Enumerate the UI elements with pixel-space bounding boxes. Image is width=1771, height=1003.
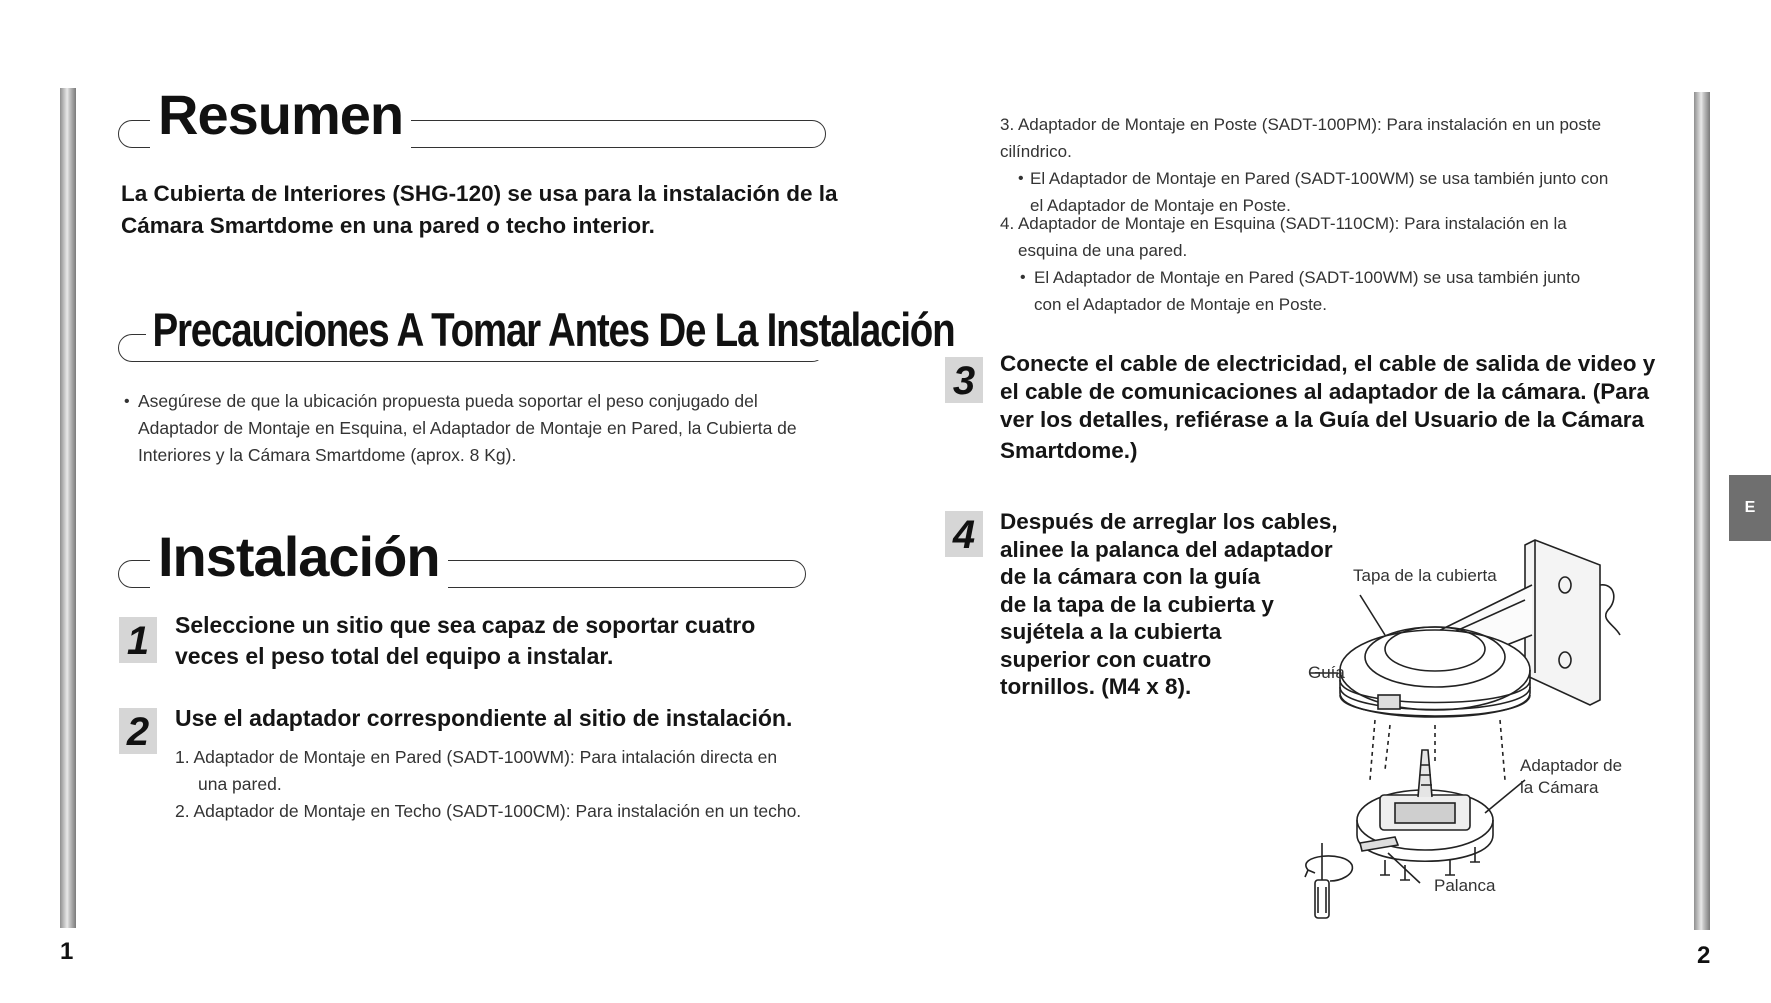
step-4-line4: de la tapa de la cubierta y xyxy=(1000,591,1274,617)
step-3-line1: Conecte el cable de electricidad, el cable de salida de video y xyxy=(1000,351,1656,376)
instalacion-heading: Instalación xyxy=(150,524,448,590)
step-4-line5: sujétela a la cubierta xyxy=(1000,619,1222,644)
label-adaptador-line1: Adaptador de xyxy=(1520,756,1623,775)
label-adaptador-camara xyxy=(1520,755,1622,799)
bullet-icon: • xyxy=(1018,170,1024,187)
item-4-bullet-line2: con el Adaptador de Montaje en Poste. xyxy=(1034,295,1327,314)
step-1-line1: Seleccione un sitio que sea capaz de soportar cuatro xyxy=(175,612,756,638)
step-4-line2: alinee la palanca del adaptador xyxy=(1000,536,1333,562)
step-2-title: Use el adaptador correspondiente al sitio de instalación. xyxy=(175,705,793,731)
bullet-icon: • xyxy=(124,393,130,410)
item-4-line1: 4. Adaptador de Montaje en Esquina (SADT-110CM): Para instalación en la xyxy=(1000,214,1567,233)
step-3-text xyxy=(1000,350,1660,465)
precauciones-line3: Interiores y la Cámara Smartdome (aprox. 8 Kg). xyxy=(138,445,517,465)
step-3-number: 3 xyxy=(945,357,983,403)
step-3-line2: el cable de comunicaciones al adaptador de la cámara. (Para xyxy=(1000,379,1650,404)
page-number-right: 2 xyxy=(1697,942,1711,969)
step-4-line7: tornillos. (M4 x 8). xyxy=(1000,674,1192,699)
step-4-line1: Después de arreglar los cables, xyxy=(1000,509,1338,534)
page-number-left: 1 xyxy=(60,938,74,965)
resumen-text-line1: La Cubierta de Interiores (SHG-120) se usa para la instalación de la xyxy=(121,181,838,206)
label-palanca: Palanca xyxy=(1434,876,1496,895)
precauciones-bullet xyxy=(124,388,824,469)
step-2-item1-line2: una pared. xyxy=(198,774,282,794)
label-guia: Guía xyxy=(1308,663,1345,682)
step-2-item2: 2. Adaptador de Montaje en Techo (SADT-100CM): Para instalación en un techo. xyxy=(175,801,802,821)
step-2-list xyxy=(175,744,825,825)
item-4 xyxy=(1000,210,1640,318)
step-4-line6: superior con cuatro xyxy=(1000,646,1212,672)
item-3 xyxy=(1000,111,1640,219)
right-page-bar xyxy=(1694,92,1710,930)
language-tab-e[interactable]: E xyxy=(1729,475,1771,541)
item-3-line1: 3. Adaptador de Montaje en Poste (SADT-100PM): Para instalación en un poste cilíndrico. xyxy=(1000,115,1602,161)
label-adaptador-line2: la Cámara xyxy=(1520,778,1599,797)
step-1-text xyxy=(175,610,795,672)
step-4-text xyxy=(1000,508,1340,701)
bullet-icon: • xyxy=(1020,269,1026,286)
item-4-bullet-line1: El Adaptador de Montaje en Pared (SADT-100WM) se usa también junto xyxy=(1034,268,1581,287)
step-2-item1-line1: 1. Adaptador de Montaje en Pared (SADT-100WM): Para intalación directa en xyxy=(175,747,778,767)
label-tapa-cubierta: Tapa de la cubierta xyxy=(1353,566,1497,585)
left-page-bar xyxy=(60,88,76,928)
step-3-line3: ver los detalles, refiérase a la Guía del Usuario de la Cámara xyxy=(1000,407,1645,432)
precauciones-heading: Precauciones A Tomar Antes De La Instalación xyxy=(146,300,961,360)
step-4-number: 4 xyxy=(945,511,983,557)
step-3-line4: Smartdome.) xyxy=(1000,438,1138,463)
resumen-text-line2: Cámara Smartdome en una pared o techo interior. xyxy=(121,213,655,238)
step-1-line2: veces el peso total del equipo a instalar. xyxy=(175,643,614,669)
resumen-heading: Resumen xyxy=(150,82,411,148)
item-3-bullet-line1: El Adaptador de Montaje en Pared (SADT-100WM) se usa también junto con xyxy=(1030,169,1609,188)
precauciones-line1: Asegúrese de que la ubicación propuesta pueda soportar el peso conjugado del xyxy=(138,391,758,411)
resumen-text xyxy=(121,178,841,242)
item-4-line2: esquina de una pared. xyxy=(1018,241,1188,260)
step-4-line3: de la cámara con la guía xyxy=(1000,564,1261,589)
step-2-number: 2 xyxy=(119,708,157,754)
precauciones-line2: Adaptador de Montaje en Esquina, el Adaptador de Montaje en Pared, la Cubierta de xyxy=(138,418,797,438)
step-1-number: 1 xyxy=(119,617,157,663)
item-3-bullet-line2: el Adaptador de Montaje en Poste. xyxy=(1030,196,1291,215)
